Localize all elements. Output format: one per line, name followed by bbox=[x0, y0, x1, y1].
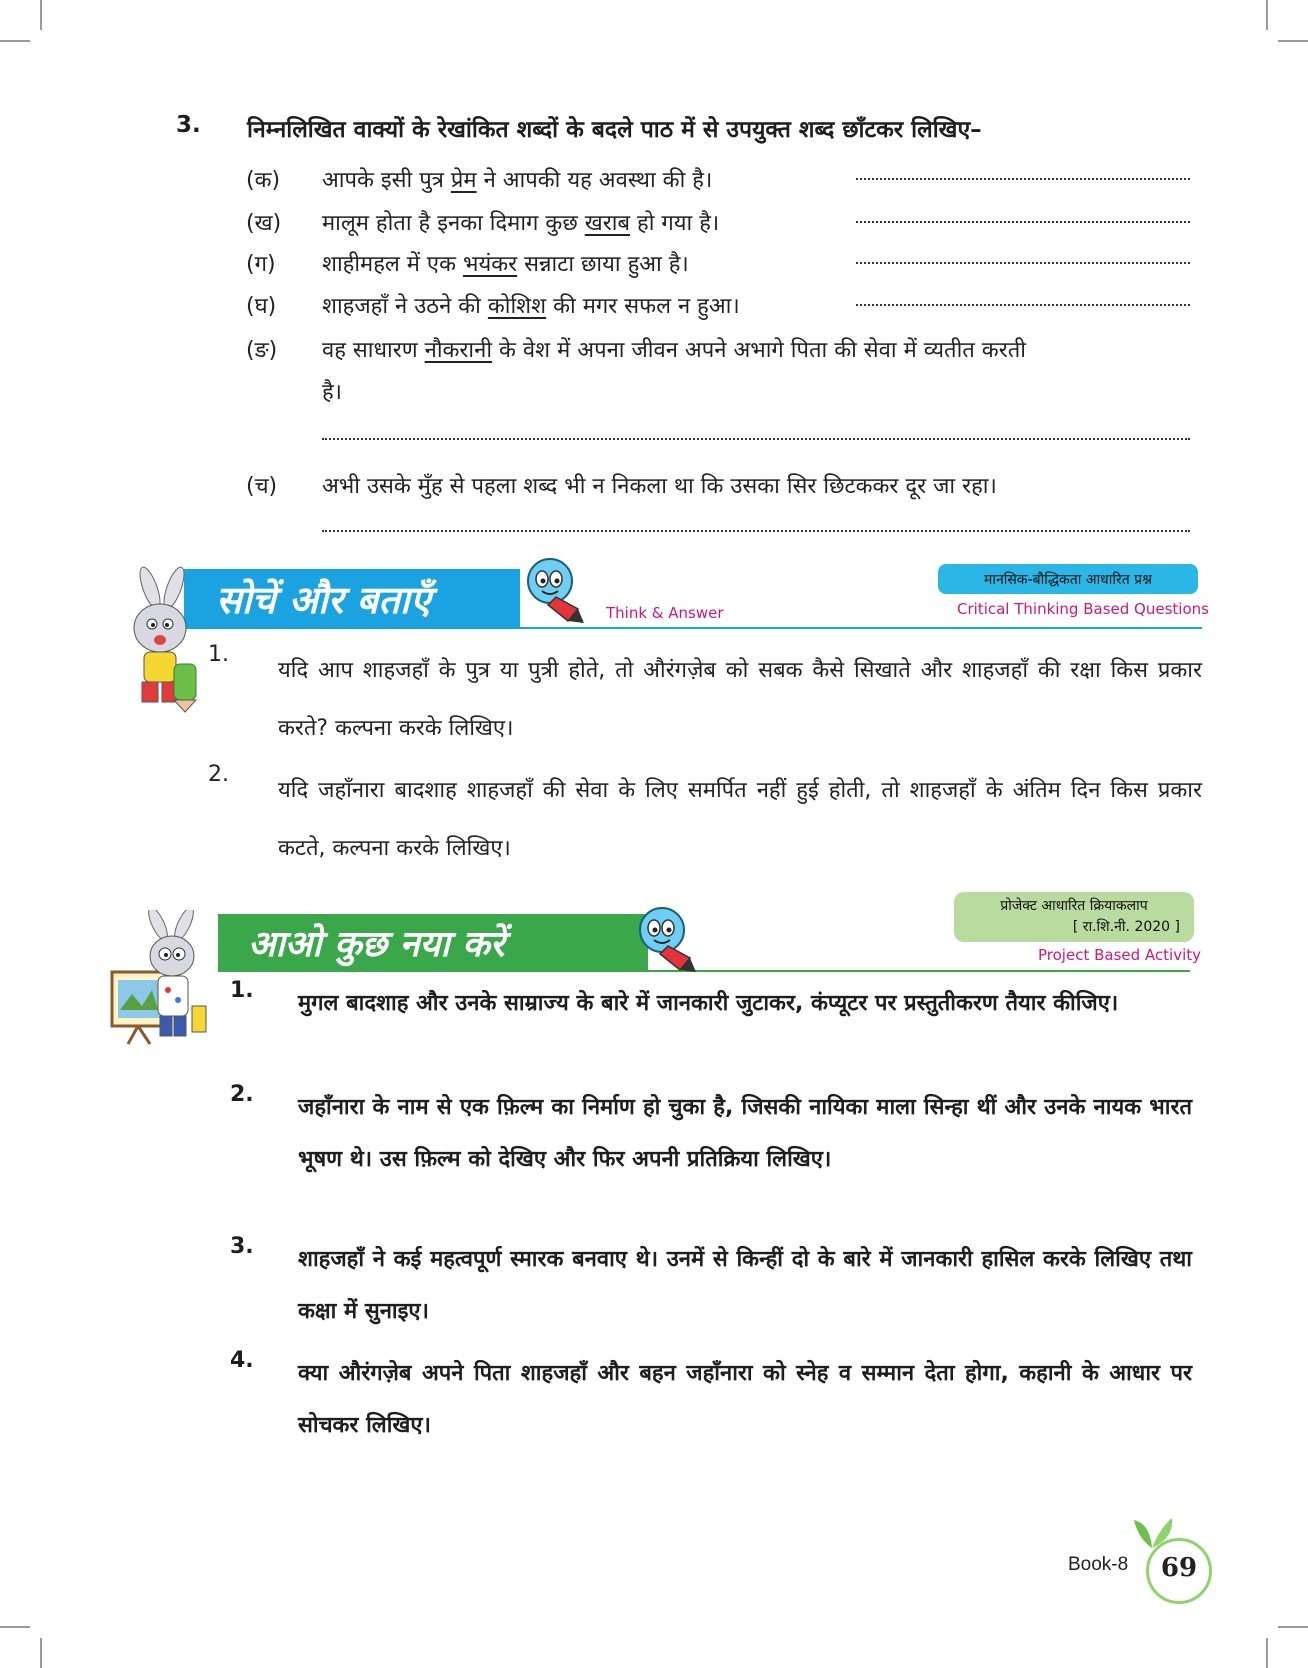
exercise-item: (क) आपके इसी पुत्र प्रेम ने आपकी यह अवस्था की है। bbox=[246, 164, 712, 194]
project-rule bbox=[648, 970, 1190, 972]
think-rule bbox=[520, 627, 1202, 629]
answer-line[interactable] bbox=[856, 304, 1190, 306]
crop-mark bbox=[1266, 1638, 1268, 1668]
item-label: (ङ) bbox=[246, 338, 278, 363]
item-label: (ख) bbox=[246, 211, 282, 236]
question-text: मुगल बादशाह और उनके साम्राज्य के बारे में जानकारी जुटाकर, कंप्यूटर पर प्रस्तुतीकरण तैयार कीजिए। bbox=[298, 991, 1119, 1016]
question-number: 3. bbox=[230, 1234, 254, 1259]
crop-mark bbox=[1278, 40, 1308, 42]
question-text: यदि आप शाहजहाँ के पुत्र या पुत्री होते, तो औरंगज़ेब को सबक कैसे सिखाते और शाहजहाँ की रक्षा किस प्रकार करते? कल्पना करके लिखिए। bbox=[278, 658, 1202, 741]
answer-line[interactable] bbox=[856, 221, 1190, 223]
question-number: 1. bbox=[230, 978, 254, 1003]
exercise-item-continuation: है। bbox=[322, 380, 343, 405]
answer-line[interactable] bbox=[322, 438, 1190, 440]
think-banner bbox=[184, 569, 520, 629]
underlined-word: खराब bbox=[584, 211, 631, 236]
question-text: शाहजहाँ ने कई महत्वपूर्ण स्मारक बनवाए थे। उनमें से किन्हीं दो के बारे में जानकारी हासिल करके लिखिए तथा कक्षा में सुनाइए। bbox=[298, 1247, 1192, 1324]
exercise-instruction: निम्नलिखित वाक्यों के रेखांकित शब्दों के बदले पाठ में से उपयुक्त शब्द छाँटकर लिखिए– bbox=[247, 117, 982, 143]
exercise-item: (च) अभी उसके मुँह से पहला शब्द भी न निकला था कि उसका सिर छिटककर दूर जा रहा। bbox=[246, 470, 997, 500]
think-tag-english: Critical Thinking Based Questions bbox=[957, 600, 1209, 618]
exercise-item: (ङ) वह साधारण नौकरानी के वेश में अपना जीवन अपने अभागे पिता की सेवा में व्यतीत करती bbox=[246, 334, 1026, 364]
underlined-word: नौकरानी bbox=[424, 338, 493, 363]
think-subtitle: Think & Answer bbox=[606, 604, 724, 622]
item-label: (क) bbox=[246, 168, 281, 193]
exercise-item: (घ) शाहजहाँ ने उठने की कोशिश की मगर सफल न हुआ। bbox=[246, 290, 740, 320]
project-banner bbox=[218, 914, 648, 972]
exercise-item: (ख) मालूम होता है इनका दिमाग कुछ खराब हो गया है। bbox=[246, 207, 719, 237]
exercise-3-heading bbox=[176, 112, 1196, 146]
underlined-word: भयंकर bbox=[463, 252, 518, 277]
crop-mark bbox=[0, 40, 30, 42]
project-tag: प्रोजेक्ट आधारित क्रियाकलाप [ रा.शि.नी. 2020 ] bbox=[954, 892, 1194, 942]
underlined-word: प्रेम bbox=[450, 168, 477, 193]
question-text: यदि जहाँनारा बादशाह शाहजहाँ की सेवा के लिए समर्पित नहीं हुई होती, तो शाहजहाँ के अंतिम दिन किस प्रकार कटते, कल्पना करके लिखिए। bbox=[278, 778, 1202, 861]
answer-line[interactable] bbox=[322, 530, 1190, 532]
pencil-mascot-icon bbox=[520, 557, 592, 625]
crop-mark bbox=[0, 1626, 30, 1628]
think-banner-title: सोचें और बताएँ bbox=[216, 577, 431, 622]
question-number: 2. bbox=[230, 1082, 254, 1107]
page-number: 69 bbox=[1160, 1553, 1198, 1583]
question-text: क्या औरंगज़ेब अपने पिता शाहजहाँ और बहन जहाँनारा को स्नेह व सम्मान देता होगा, कहानी के आधार पर सोचकर लिखिए। bbox=[298, 1361, 1192, 1438]
crop-mark bbox=[1278, 1626, 1308, 1628]
underlined-word: कोशिश bbox=[487, 294, 547, 319]
crop-mark bbox=[40, 0, 42, 30]
exercise-number: 3. bbox=[176, 112, 201, 138]
question-number: 1. bbox=[208, 642, 229, 667]
pencil-mascot-icon bbox=[632, 906, 704, 974]
project-tag-english: Project Based Activity bbox=[1038, 946, 1202, 964]
painter-bunny-icon bbox=[108, 910, 220, 1046]
bunny-mascot-icon bbox=[112, 566, 208, 716]
item-label: (घ) bbox=[246, 294, 277, 319]
crop-mark bbox=[1266, 0, 1268, 30]
project-banner-title: आओ कुछ नया करें bbox=[248, 923, 505, 965]
page-number-circle bbox=[1146, 1538, 1212, 1604]
item-label: (ग) bbox=[246, 252, 276, 277]
answer-line[interactable] bbox=[856, 178, 1190, 180]
question-text: जहाँनारा के नाम से एक फ़िल्म का निर्माण हो चुका है, जिसकी नायिका माला सिन्हा थीं और उनके नायक भारत भूषण थे। उस फ़िल्म को देखिए और फिर अपनी प्रतिक्रिया लिखिए। bbox=[298, 1095, 1192, 1172]
answer-line[interactable] bbox=[856, 262, 1190, 264]
book-label: Book-8 bbox=[1068, 1554, 1129, 1575]
question-number: 4. bbox=[230, 1348, 254, 1373]
think-tag: मानसिक-बौद्धिकता आधारित प्रश्न bbox=[938, 564, 1198, 594]
question-number: 2. bbox=[208, 762, 229, 787]
exercise-item: (ग) शाहीमहल में एक भयंकर सन्नाटा छाया हुआ है। bbox=[246, 248, 689, 278]
crop-mark bbox=[40, 1638, 42, 1668]
item-label: (च) bbox=[246, 474, 278, 499]
